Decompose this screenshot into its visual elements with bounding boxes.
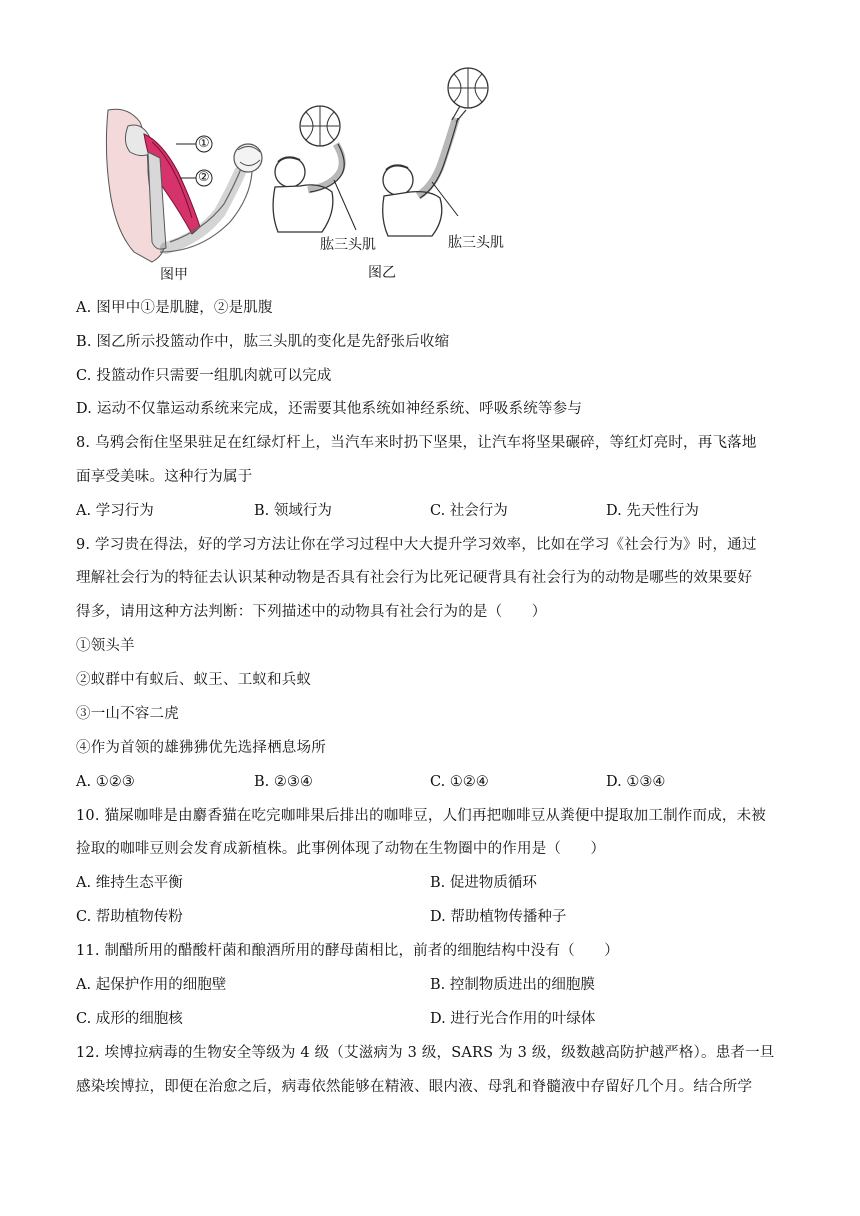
q10-option-b: B. 促进物质循环: [430, 875, 537, 891]
q11-stem-line1: 11. 制醋所用的醋酸杆菌和酿酒所用的酵母菌相比，前者的细胞结构中没有（ ）: [76, 943, 619, 959]
label-triceps-left: 肱三头肌: [320, 237, 376, 253]
q9-stem-line3: 得多，请用这种方法判断：下列描述中的动物具有社会行为的是（ ）: [76, 604, 547, 620]
q9-item-1: ①领头羊: [76, 638, 135, 654]
marker-2: ②: [198, 170, 210, 185]
q7-option-d: D. 运动不仅靠运动系统来完成，还需要其他系统如神经系统、呼吸系统等参与: [76, 401, 583, 417]
q10-stem-line2: 捡取的咖啡豆则会发育成新植株。此事例体现了动物在生物圈中的作用是（ ）: [76, 841, 606, 857]
q9-option-c: C. ①②④: [430, 774, 489, 790]
marker-1: ①: [198, 136, 210, 151]
q10-option-d: D. 帮助植物传播种子: [430, 909, 567, 925]
q8-stem-line2: 面享受美味。这种行为属于: [76, 469, 253, 485]
arm-diagram-jia: [106, 109, 262, 262]
q8-option-c: C. 社会行为: [430, 503, 508, 519]
q9-stem-line1: 9. 学习贵在得法，好的学习方法让你在学习过程中大大提升学习效率，比如在学习《社会行为》时，通过: [76, 537, 757, 553]
q7-option-c: C. 投篮动作只需要一组肌肉就可以完成: [76, 368, 332, 384]
q9-option-a: A. ①②③: [76, 774, 135, 790]
label-triceps-right: 肱三头肌: [448, 235, 504, 251]
q8-option-b: B. 领域行为: [254, 503, 332, 519]
player-shooting-ball: [383, 68, 488, 236]
player-holding-ball: [273, 106, 356, 232]
q9-option-d: D. ①③④: [606, 774, 666, 790]
caption-yi: 图乙: [368, 265, 396, 281]
q8-option-a: A. 学习行为: [76, 503, 154, 519]
muscle-figure: [100, 62, 520, 287]
q9-item-2: ②蚁群中有蚁后、蚁王、工蚁和兵蚁: [76, 672, 312, 688]
q9-option-b: B. ②③④: [254, 774, 313, 790]
q9-stem-line2: 理解社会行为的特征去认识某种动物是否具有社会行为比死记硬背具有社会行为的动物是哪些的效果要好: [76, 570, 753, 586]
q10-stem-line1: 10. 猫屎咖啡是由麝香猫在吃完咖啡果后排出的咖啡豆，人们再把咖啡豆从粪便中提取加工制作而成，未被: [76, 808, 766, 824]
q8-stem-line1: 8. 乌鸦会衔住坚果驻足在红绿灯杆上，当汽车来时扔下坚果，让汽车将坚果碾碎，等红灯亮时，再飞落地: [76, 435, 757, 451]
q11-option-c: C. 成形的细胞核: [76, 1011, 183, 1027]
q9-item-4: ④作为首领的雄狒狒优先选择栖息场所: [76, 740, 326, 756]
q8-option-d: D. 先天性行为: [606, 503, 699, 519]
caption-jia: 图甲: [160, 267, 188, 283]
q11-option-b: B. 控制物质进出的细胞膜: [430, 977, 595, 993]
arm-muscle-illustration: [100, 62, 520, 287]
q10-option-c: C. 帮助植物传粉: [76, 909, 183, 925]
q9-item-3: ③一山不容二虎: [76, 706, 179, 722]
q10-option-a: A. 维持生态平衡: [76, 875, 183, 891]
q7-option-a: A. 图甲中①是肌腱，②是肌腹: [76, 300, 273, 316]
q11-option-d: D. 进行光合作用的叶绿体: [430, 1011, 596, 1027]
q7-option-b: B. 图乙所示投篮动作中，肱三头肌的变化是先舒张后收缩: [76, 334, 450, 350]
q12-stem-line1: 12. 埃博拉病毒的生物安全等级为 4 级（艾滋病为 3 级，SARS 为 3 级，级数越高防护越严格）。患者一旦: [76, 1045, 775, 1061]
q11-option-a: A. 起保护作用的细胞壁: [76, 977, 227, 993]
q12-stem-line2: 感染埃博拉，即便在治愈之后，病毒依然能够在精液、眼内液、母乳和脊髓液中存留好几个月。结合所学: [76, 1079, 753, 1095]
